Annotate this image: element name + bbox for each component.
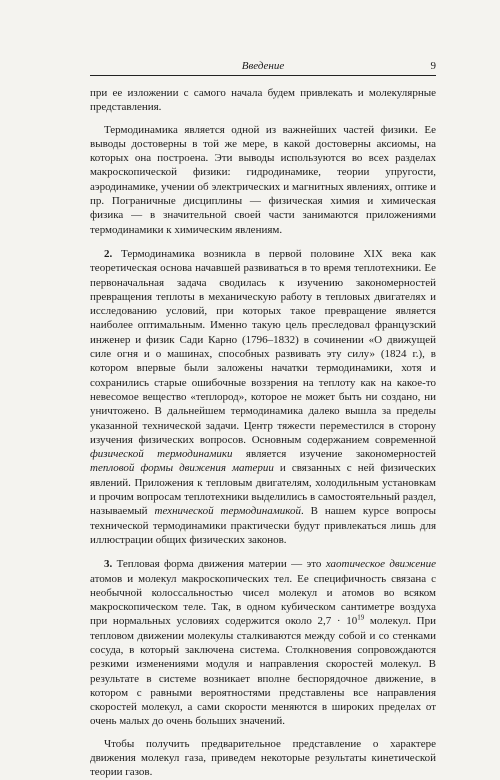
s3-text-1: Тепловая форма движения материи — это [112,558,326,571]
section-3-number: 3. [104,558,113,571]
page-body [90,86,436,780]
paragraph-kinetic-theory: Чтобы получить предварительное представление о характере движения молекул газа, приведем некоторые результаты кинетической теории газов. [90,737,436,779]
s2-text-1: Термодинамика возникла в первой половине XIX века как теоретическая основа начавшей развиваться в то время теплотехники. Ее первоначальная задача сводилась к изучению закономерностей превращения теплоты в механическую работу в тепловых двигателях и исследованию условий, при которых такое превращение является наиболее оптимальным. Именно такую цель преследовал французский инженер и физик Сади Карно (1796–1832) в сочинении «О движущей силе огня и о машинах, способных развивать эту силу» (1824 г.), в котором впервые были заложены начатки термодинамики, хотя и сохранились старые ошибочные воззрения на теплоту как на какое-то невесомое вещество «теплород», которое не может быть ни создано, ни уничтожено. В дальнейшем термодинамика далеко вышла за пределы указанной технической задачи. Центр тяжести переместился в сторону изучения физических вопросов. Основным содержанием современной [90,247,436,446]
s3-emph-1: хаотическое движение [325,558,436,571]
s2-emph-1: физической термодинамики [90,448,233,461]
section-3-paragraph [90,557,436,729]
paragraph-continuation: при ее изложении с самого начала будем привлекать и молекулярные представления. [90,87,436,114]
paragraph-thermodynamics-role: Термодинамика является одной из важнейших частей физики. Ее выводы достоверны в той же мере, в какой достоверны аксиомы, на которых она построена. Эти выводы используются во всех разделах макроскопической физики: гидродинамике, теории упругости, аэродинамике, учении об электрических и магнитных явлениях, оптике и пр. Пограничные дисциплины — физическая химия и химическая физика — в значительной своей части занимаются приложениями термодинамики к химическим явлениям. [90,123,436,236]
s3-text-3: молекул. При тепловом движении молекулы сталкиваются между собой и со стенками сосуда, в который заключена система. Столкновения сопровождаются резкими изменениями модуля и направления скоростей молекул. В результате в системе возникает вполне беспорядочное движение, в котором с равными вероятностями представлены все направления скоростей молекул, а сами скорости меняются в широких пределах от очень малых до очень больших значений. [90,615,436,728]
section-2-number: 2. [104,247,113,260]
running-head [90,60,436,76]
s3-text-2: атомов и молекул макроскопических тел. Ее специфичность связана с необычной колоссальностью чисел молекул и атомов во всяком макроскопическом теле. Так, в одном кубическом сантиметре воздуха при нормальных условиях содержится около 2,7 · 10 [90,572,436,628]
s3-exponent: 19 [357,613,365,622]
running-head-title: Введение [241,60,285,72]
s2-emph-3: технической термодинамикой [154,505,301,518]
page-number: 9 [430,60,436,72]
s2-text-3: и связанных с ней физических явлений. Приложения к тепловым двигателям, холодильным установкам и прочим вопросам теплотехники выделились в самостоятельный раздел, называемый [90,462,437,518]
s2-text-4: . В нашем курсе вопросы технической термодинамики практически будут привлекаться лишь для иллюстрации общих физических законов. [90,505,436,546]
section-2-paragraph [90,247,436,547]
s2-text-2: является изучение закономерностей [232,448,436,461]
s2-emph-2: тепловой формы движения материи [90,462,274,475]
